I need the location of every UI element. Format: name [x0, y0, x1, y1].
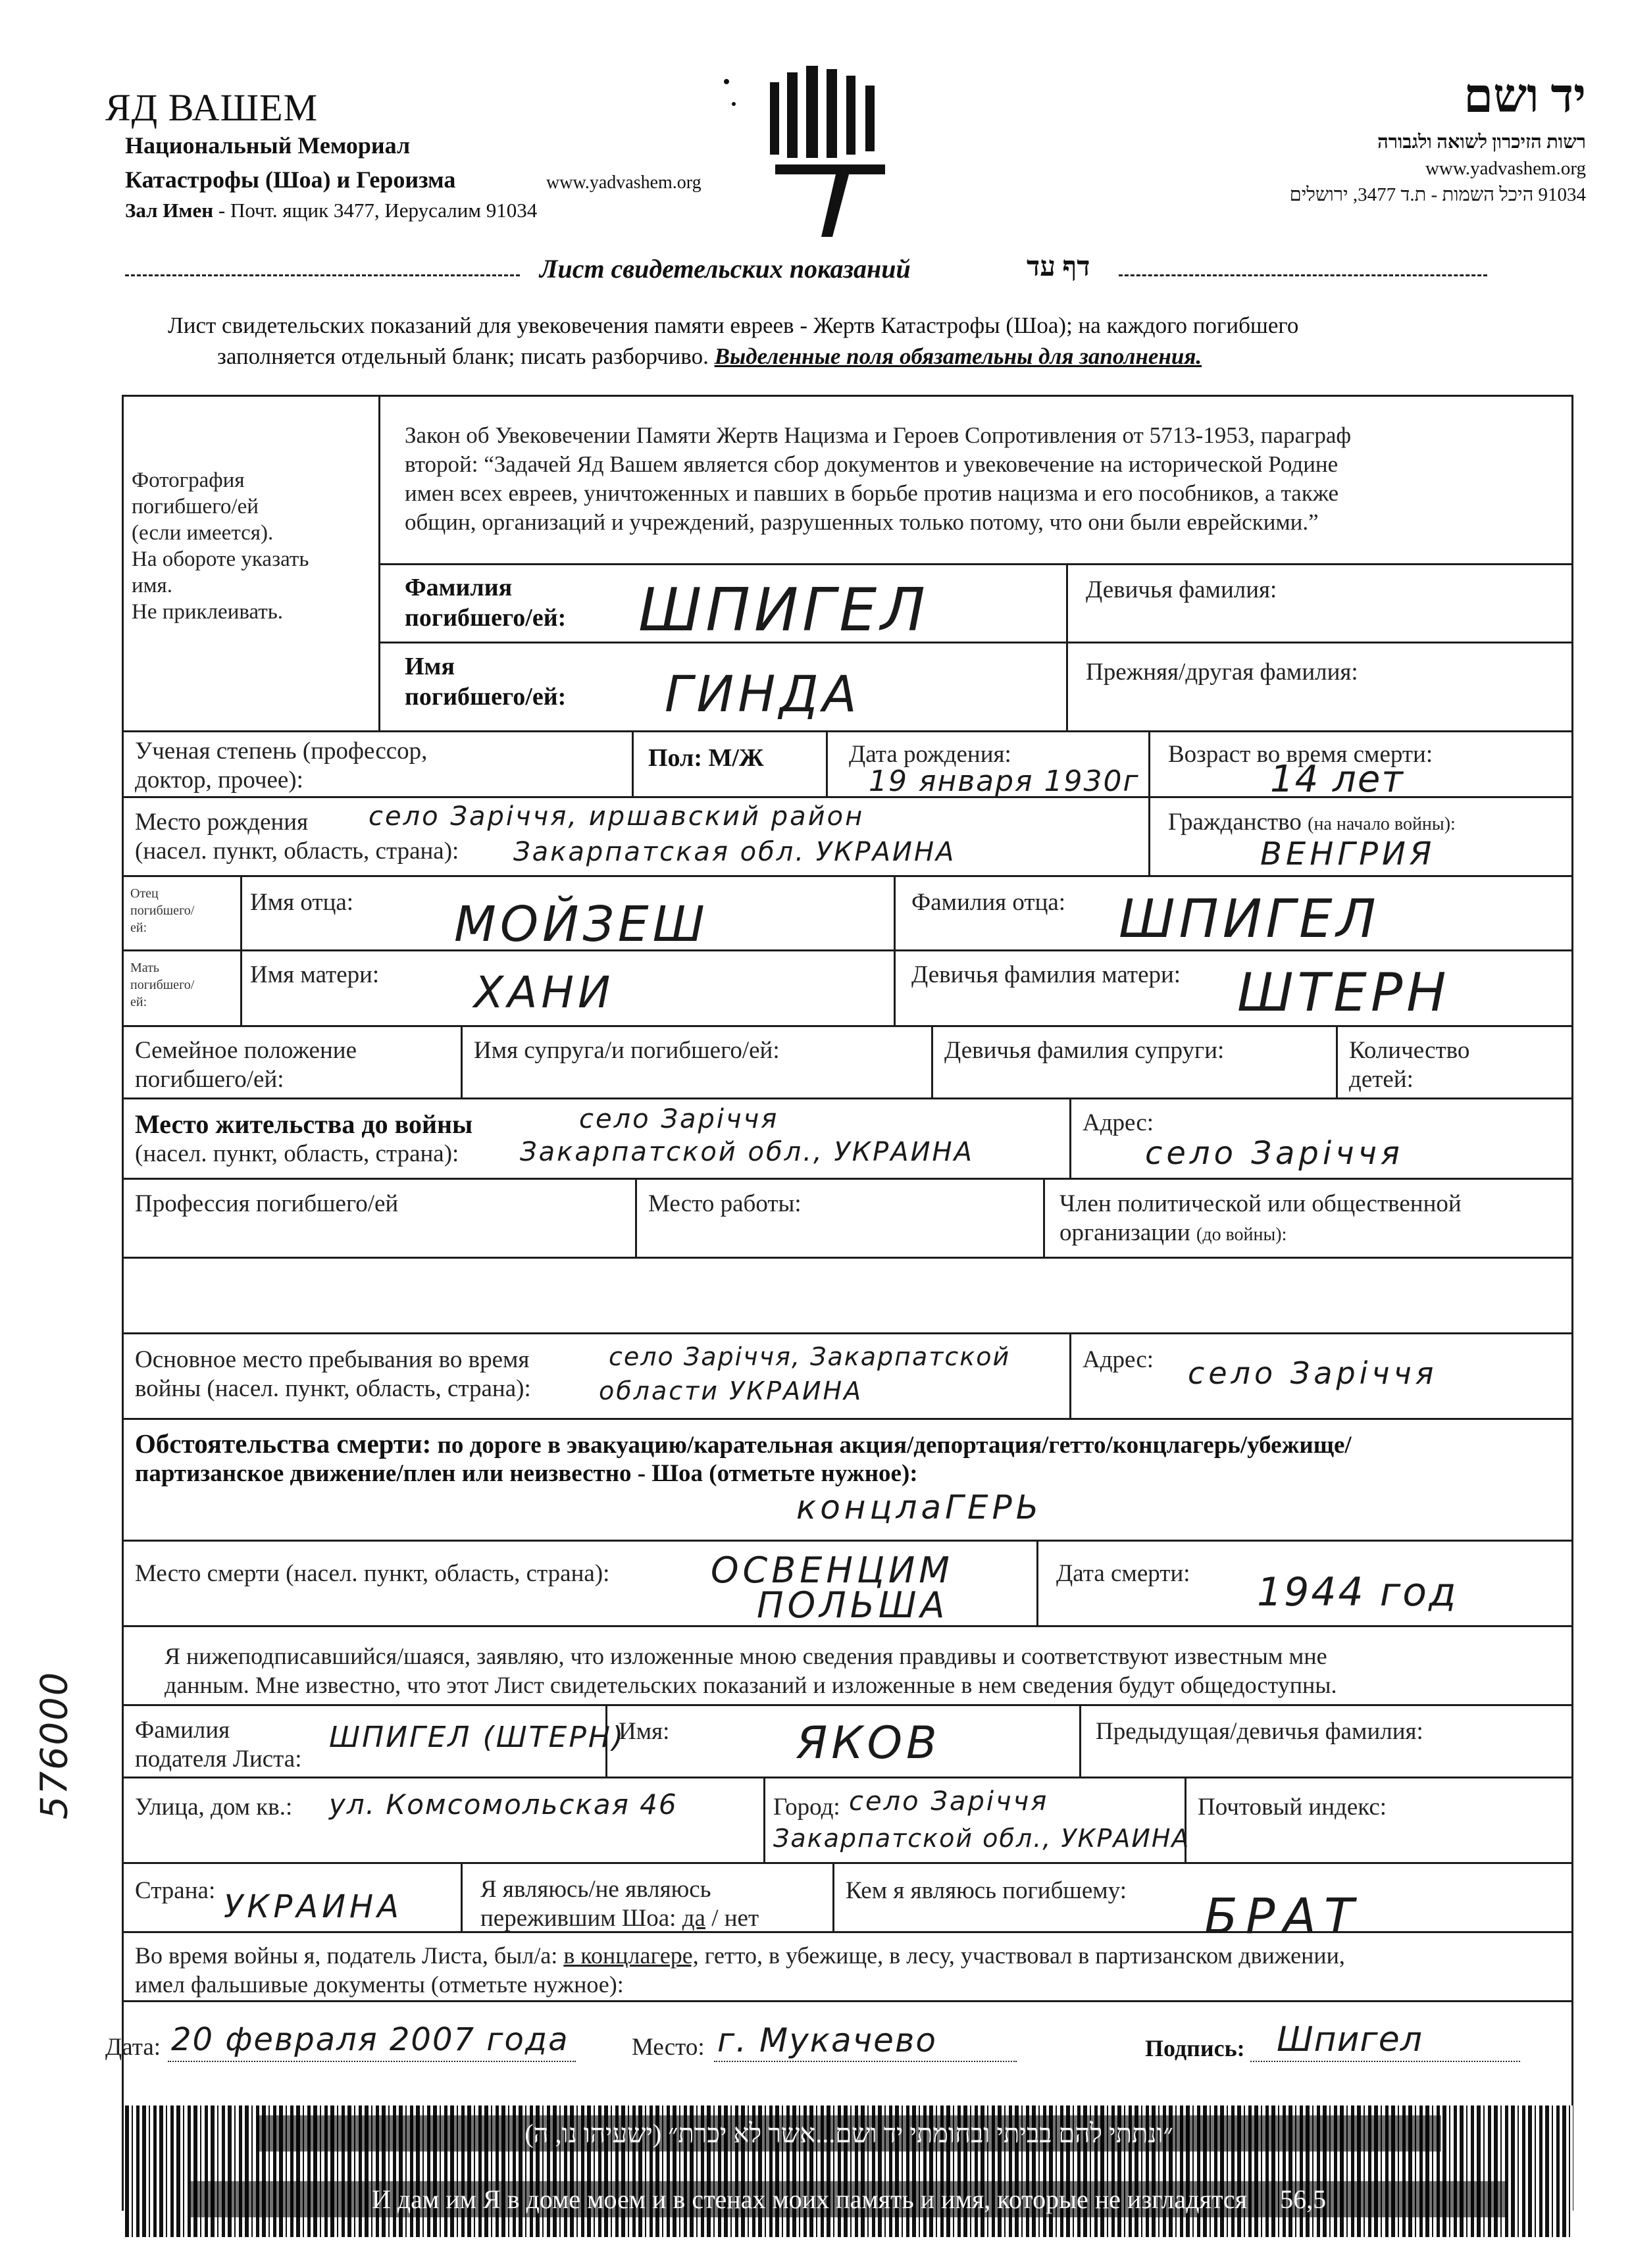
date-underline — [168, 2061, 576, 2062]
father-side-line: погибшего/ — [130, 903, 195, 918]
hall-of-names: Зал Имен — [125, 199, 214, 222]
degree-label-line: Ученая степень (профессор, — [135, 738, 428, 765]
membership-note: (до войны): — [1196, 1224, 1287, 1245]
father-side-label — [130, 885, 194, 936]
circumstances-options-line-2: партизанское движение/плен или неизвестно - Шоа (отметьте нужное): — [135, 1460, 918, 1487]
birthplace-value-line-1[interactable]: село Зарiччя, иршавский район — [369, 801, 865, 832]
death-place-label: Место смерти (насел. пункт, область, страна): — [135, 1560, 610, 1587]
date-label: Дата: — [105, 2034, 161, 2061]
hebrew-website: www.yadvashem.org — [1425, 158, 1586, 179]
city-label: Город: — [773, 1794, 840, 1821]
surname-label-line: погибшего/ей: — [405, 604, 567, 632]
submitter-wartime-prefix: Во время войны я, податель Листа, был/а: — [135, 1942, 564, 1969]
marital-label-line: Семейное положение — [135, 1037, 357, 1064]
circumstances-label — [135, 1428, 1352, 1459]
org-website: www.yadvashem.org — [546, 172, 701, 193]
residence-address-label: Адрес: — [1083, 1109, 1154, 1136]
photo-note-line: Не приклеивать. — [132, 600, 284, 624]
declaration-text — [165, 1642, 1337, 1700]
first-name-label-line: Имя — [405, 653, 455, 680]
father-name-label: Имя отца: — [250, 889, 354, 916]
photo-note — [132, 467, 309, 625]
yad-vashem-emblem-icon — [770, 66, 895, 243]
org-line-1: Национальный Мемориал — [125, 132, 411, 159]
title-rule-right — [1119, 274, 1487, 276]
strip-reference: 56,5 — [1280, 2184, 1327, 2214]
law-text — [405, 421, 1351, 537]
children-count-label — [1349, 1036, 1469, 1094]
photo-note-line: На обороте указать — [132, 547, 309, 571]
hebrew-line-3: 91034 היכל השמות - ת.ד 3477, ירושלים — [1289, 184, 1586, 205]
mother-maiden-value[interactable]: ШТЕРН — [1237, 962, 1450, 1023]
country-value[interactable]: УКРАИНА — [224, 1888, 403, 1925]
law-text-line: Закон об Увековечении Памяти Жертв Нацизма и Героев Сопротивления от 5713-1953, параграф — [405, 422, 1352, 448]
mother-side-label — [130, 959, 194, 1011]
signature-underline — [1250, 2061, 1520, 2062]
first-name-label — [405, 651, 566, 712]
submitter-wartime-line-1 — [135, 1941, 1345, 1970]
intro-line-1: Лист свидетельских показаний для увековечения памяти евреев - Жертв Катастрофы (Шоа); на каждого погибшего — [168, 313, 1299, 338]
submitter-wartime-selected[interactable]: в концлагере, — [563, 1942, 699, 1969]
submitter-surname-label — [135, 1716, 302, 1774]
death-place-value-line-1[interactable]: ОСВЕНЦИМ — [711, 1550, 954, 1591]
intro-line-2 — [217, 343, 1202, 370]
photo-note-line: погибшего/ей — [132, 495, 259, 518]
submitter-surname-value[interactable]: ШПИГЕЛ (ШТЕРН) — [329, 1721, 626, 1754]
submitter-wartime-suffix: гетто, в убежище, в лесу, участвовал в партизанском движении, — [698, 1942, 1345, 1969]
mother-side-line: Мать — [130, 961, 160, 975]
first-name-value[interactable]: ГИНДА — [665, 665, 861, 723]
intro-plain: заполняется отдельный бланк; писать разборчиво. — [217, 343, 715, 369]
father-surname-label: Фамилия отца: — [911, 889, 1066, 916]
signature-label: Подпись: — [1145, 2035, 1245, 2061]
citizenship-label — [1168, 808, 1456, 839]
birth-date-value[interactable]: 19 января 1930г — [869, 765, 1140, 798]
city-value-line-2[interactable]: Закарпатской обл., УКРАИНА — [773, 1824, 1190, 1853]
membership-label-line-2 — [1059, 1219, 1462, 1249]
survivor-yes-option[interactable]: да — [682, 1905, 705, 1932]
surname-value[interactable]: ШПИГЕЛ — [638, 576, 929, 645]
membership-label-line-1: Член политической или общественной — [1059, 1190, 1462, 1217]
birthplace-label-line: Место рождения — [135, 809, 309, 836]
degree-label-line: доктор, прочее): — [135, 767, 303, 794]
strip-russian-text — [191, 2181, 1507, 2217]
spouse-maiden-label: Девичья фамилия супруги: — [944, 1037, 1225, 1064]
signature-value[interactable]: Шпигел — [1277, 2020, 1423, 2059]
first-name-label-line: погибшего/ей: — [405, 683, 567, 711]
law-text-line: второй: “Задачей Яд Вашем является сбор документов и увековечение на исторической Родине — [405, 451, 1339, 477]
photo-note-line: Фотография — [132, 468, 245, 492]
mother-maiden-label: Девичья фамилия матери: — [911, 961, 1181, 988]
children-label-line: Количество — [1349, 1037, 1470, 1064]
street-value[interactable]: ул. Комсомольская 46 — [329, 1788, 678, 1821]
surname-label — [405, 572, 566, 633]
org-title: ЯД ВАШЕМ — [105, 86, 319, 129]
survivor-label-prefix: пережившим Шоа: — [480, 1905, 682, 1932]
workplace-label: Место работы: — [648, 1190, 802, 1217]
birthplace-value-line-2[interactable]: Закарпатская обл. УКРАИНА — [513, 837, 956, 867]
membership-label-text: организации — [1059, 1219, 1190, 1246]
age-value[interactable]: 14 лет — [1270, 758, 1404, 801]
surname-label-line: Фамилия — [405, 574, 513, 601]
photo-note-line: (если имеется). — [132, 521, 274, 545]
org-line-3 — [125, 199, 537, 222]
death-date-label: Дата смерти: — [1056, 1560, 1190, 1587]
residence-label: Место жительства до войны — [135, 1109, 473, 1139]
residence-value-line-1[interactable]: село Зарiччя — [579, 1104, 779, 1134]
title-rule-left — [125, 274, 520, 276]
place-label: Место: — [632, 2034, 705, 2061]
spouse-name-label: Имя супруга/и погибшего/ей: — [474, 1037, 780, 1064]
hebrew-title: יד ושם — [1464, 70, 1586, 122]
death-date-value[interactable]: 1944 год — [1257, 1569, 1458, 1615]
strip-hebrew-text: ״ונתתי להם בביתי ובחומתי יד ושם...אשר לא יכרת״ (ישעיהו נו, ה) — [257, 2115, 1441, 2152]
wartime-place-value-line-2[interactable]: области УКРАИНА — [599, 1376, 863, 1405]
place-value[interactable]: г. Мукачево — [717, 2021, 937, 2059]
footer-barcode-strip — [125, 2105, 1573, 2237]
residence-address-value[interactable]: село Зарiччя — [1145, 1135, 1404, 1172]
submitter-surname-label-line: подателя Листа: — [135, 1746, 302, 1773]
survivor-label — [480, 1875, 759, 1933]
membership-label — [1059, 1190, 1462, 1249]
wartime-label-line: Основное место пребывания во время — [135, 1346, 530, 1373]
children-label-line: детей: — [1349, 1066, 1414, 1093]
birth-date-label: Дата рождения: — [849, 741, 1011, 768]
place-underline — [714, 2061, 1017, 2062]
residence-sub-label: (насел. пункт, область, страна): — [135, 1140, 459, 1167]
strip-quote: И дам им Я в доме моем и в стенах моих память и имя, которые не изгладятся — [371, 2184, 1248, 2214]
submitter-name-label: Имя: — [619, 1718, 670, 1745]
street-label: Улица, дом кв.: — [135, 1794, 293, 1821]
citizenship-note: (на начало войны): — [1308, 814, 1456, 834]
submitter-name-value[interactable]: ЯКОВ — [796, 1717, 941, 1769]
declaration-line: данным. Мне известно, что этот Лист свидетельских показаний и изложенные в нем сведения будут общедоступны. — [165, 1672, 1337, 1698]
marital-label-line: погибшего/ей: — [135, 1066, 284, 1093]
survivor-label-line-1: Я являюсь/не являюсь — [480, 1876, 711, 1903]
mother-side-line: погибшего/ — [130, 978, 195, 992]
submitter-surname-label-line: Фамилия — [135, 1717, 230, 1744]
father-side-line: ей: — [130, 920, 147, 935]
circumstances-title: Обстоятельства смерти: — [135, 1428, 432, 1459]
hebrew-line-1: רשות הזיכרון לשואה ולגבורה — [1377, 132, 1586, 153]
father-name-value[interactable]: МОЙЗЕШ — [454, 896, 709, 953]
date-value[interactable]: 20 февраля 2007 года — [171, 2021, 569, 2058]
submitter-previous-name-label: Предыдущая/девичья фамилия: — [1096, 1718, 1423, 1745]
wartime-place-value-line-1[interactable]: село Зарiччя, Закарпатской — [609, 1342, 1011, 1371]
mother-name-label: Имя матери: — [250, 961, 380, 988]
form-title-hebrew: דף עד — [1027, 252, 1090, 282]
circumstances-options: по дороге в эвакуацию/карательная акция/депортация/гетто/концлагерь/убежище/ — [431, 1432, 1352, 1459]
country-label: Страна: — [135, 1877, 216, 1904]
mother-side-line: ей: — [130, 995, 147, 1009]
relation-value[interactable]: БРАТ — [1204, 1888, 1362, 1945]
maiden-name-label: Девичья фамилия: — [1086, 576, 1277, 603]
photo-note-line: имя. — [132, 574, 172, 597]
wartime-label-line: войны (насел. пункт, область, страна): — [135, 1375, 531, 1402]
citizenship-value[interactable]: ВЕНГРИЯ — [1260, 836, 1436, 872]
margin-number: 576000 — [33, 1671, 76, 1820]
citizenship-label-text: Гражданство — [1168, 809, 1302, 836]
submitter-wartime-text — [135, 1941, 1345, 1999]
relation-label: Кем я являюсь погибшему: — [846, 1877, 1127, 1904]
zip-label: Почтовый индекс: — [1198, 1794, 1387, 1821]
law-text-line: общин, организаций и учреждений, разрушенных только потому, что они были еврейскими.” — [405, 509, 1319, 535]
declaration-line: Я нижеподписавшийся/шаяся, заявляю, что изложенные мною сведения правдивы и соответствуют известным мне — [165, 1643, 1327, 1669]
dot-mark — [724, 79, 729, 84]
po-box: - Почт. ящик 3477, Иерусалим 91034 — [213, 199, 538, 222]
survivor-label-suffix: / нет — [705, 1905, 759, 1932]
birthplace-label-line: (насел. пункт, область, страна): — [135, 838, 459, 865]
wartime-place-label — [135, 1346, 531, 1403]
intro-required-note: Выделенные поля обязательны для заполнения. — [714, 343, 1202, 369]
form-title: Лист свидетельских показаний — [540, 254, 911, 284]
sex-label: Пол: М/Ж — [648, 744, 764, 772]
death-place-value-line-2[interactable]: ПОЛЬША — [757, 1584, 949, 1626]
degree-label — [135, 737, 427, 795]
dot-mark — [732, 102, 736, 106]
law-text-line: имен всех евреев, уничтоженных и павших в борьбе против нацизма и его пособников, а также — [405, 480, 1339, 506]
profession-label: Профессия погибшего/ей — [135, 1190, 399, 1217]
org-line-2: Катастрофы (Шоа) и Героизма — [125, 166, 456, 193]
survivor-label-line-2 — [480, 1904, 759, 1933]
wartime-address-label: Адрес: — [1083, 1346, 1154, 1373]
city-value-line-1[interactable]: село Зарiччя — [849, 1786, 1049, 1817]
mother-name-value[interactable]: ХАНИ — [474, 967, 615, 1018]
father-surname-value[interactable]: ШПИГЕЛ — [1119, 888, 1380, 949]
age-label: Возраст во время смерти: — [1168, 741, 1433, 768]
father-side-line: Отец — [130, 886, 159, 901]
previous-name-label: Прежняя/другая фамилия: — [1086, 659, 1358, 686]
marital-status-label — [135, 1036, 357, 1094]
residence-value-line-2[interactable]: Закарпатской обл., УКРАИНА — [520, 1137, 974, 1167]
circumstances-value[interactable]: концлаГЕРЬ — [796, 1488, 1043, 1526]
submitter-wartime-line-2: имел фальшивые документы (отметьте нужное): — [135, 1971, 624, 1998]
wartime-address-value[interactable]: село Зарiччя — [1188, 1355, 1438, 1391]
